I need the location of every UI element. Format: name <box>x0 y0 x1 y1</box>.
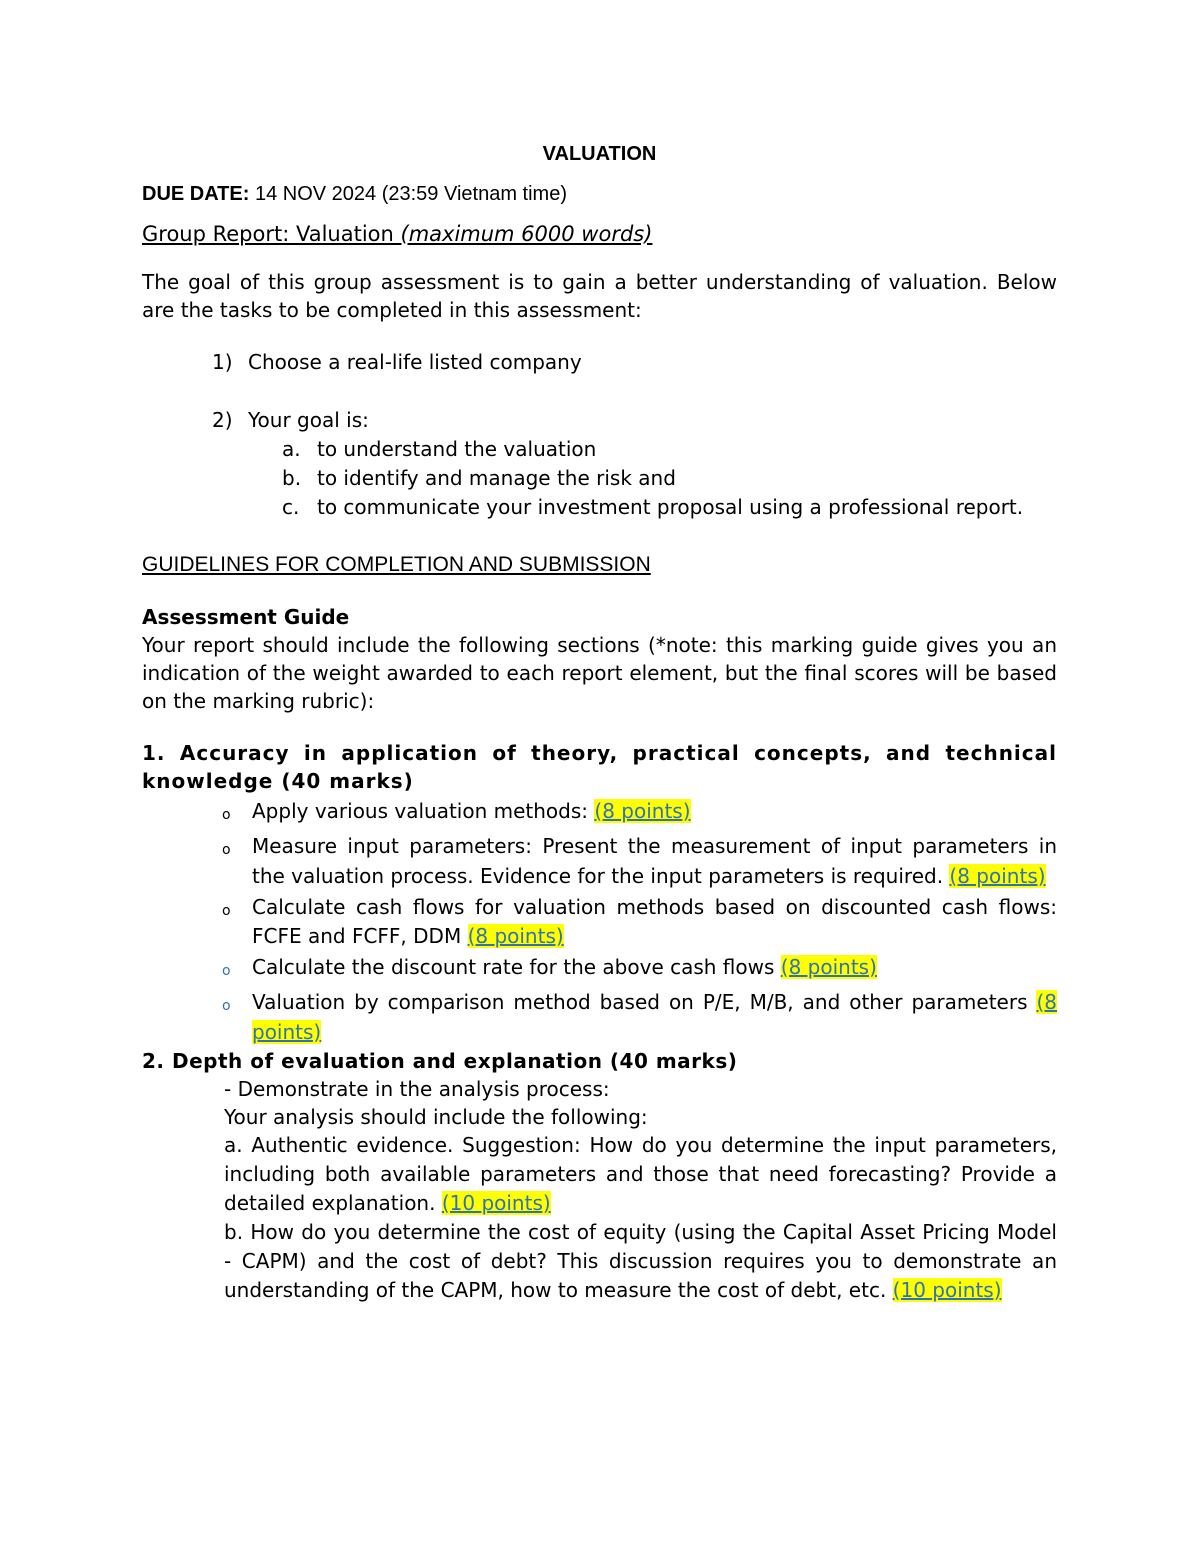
task-text: Your goal is: <box>248 408 369 432</box>
points-link[interactable]: (8 points) <box>949 864 1046 888</box>
assessment-guide-text: Your report should include the following sections (*note: this marking guide gives you an indication of the weight awarded to each report element, but the final scores will be based on the marking rubric): <box>142 633 1057 713</box>
criterion-item-text-wrap <box>252 831 1057 891</box>
criterion-2-line: - Demonstrate in the analysis process: <box>224 1077 610 1101</box>
circle-bullet-icon: o <box>222 842 231 858</box>
criterion-item-text: Calculate cash flows for valuation methods based on discounted cash flows: FCFE and FCFF, DDM <box>252 895 1057 948</box>
task-number: 1) <box>212 350 233 374</box>
goal-letter: c. <box>282 495 300 519</box>
criterion-item <box>222 953 1057 985</box>
goal-text: to communicate your investment proposal using a professional report. <box>317 495 1024 519</box>
criterion-2-item-a <box>224 1131 1057 1218</box>
group-report-word-limit: (maximum 6000 words) <box>400 222 653 246</box>
criterion-item-text: Calculate the discount rate for the above cash flows <box>252 955 781 979</box>
goal-letter: b. <box>282 466 302 490</box>
criterion-item <box>222 797 1057 829</box>
circle-bullet-icon: o <box>222 903 231 919</box>
criterion-2-item-b-text: b. How do you determine the cost of equity (using the Capital Asset Pricing Model - CAPM) and the cost of debt? This discussion requires you to demonstrate an understanding of the CAPM, how to measure the cost of debt, etc. <box>224 1220 1057 1302</box>
criterion-item-text: Measure input parameters: Present the measurement of input parameters in the valuation process. Evidence for the input parameters is required. <box>252 834 1057 888</box>
due-date-label: DUE DATE: <box>142 183 250 205</box>
intro-paragraph: The goal of this group assessment is to gain a better understanding of valuation. Below are the tasks to be completed in this assessment: <box>142 270 1057 322</box>
group-report-prefix: Group Report: Valuation <box>142 222 401 246</box>
criterion-2-item-a-text: a. Authentic evidence. Suggestion: How do you determine the input parameters, including both available parameters and those that need forecasting? Provide a detailed explanation. <box>224 1133 1057 1215</box>
goal-letter: a. <box>282 437 301 461</box>
points-link[interactable]: (10 points) <box>441 1191 551 1215</box>
criterion-item-text: Apply various valuation methods: <box>252 799 595 823</box>
circle-bullet-icon: o <box>222 998 231 1014</box>
task-list <box>142 348 1057 434</box>
task-item <box>212 348 1057 376</box>
criterion-item <box>222 893 1057 951</box>
criterion-2-item-b <box>224 1218 1057 1305</box>
criterion-item <box>222 831 1057 891</box>
circle-bullet-icon: o <box>222 963 231 979</box>
criterion-2-line: Your analysis should include the following: <box>224 1105 648 1129</box>
assessment-guide-heading: Assessment Guide <box>142 605 350 629</box>
task-item <box>212 406 1057 434</box>
goal-item <box>282 435 1057 463</box>
due-date-value: 14 NOV 2024 (23:59 Vietnam time) <box>254 183 567 205</box>
guidelines-heading: GUIDELINES FOR COMPLETION AND SUBMISSION <box>142 553 651 576</box>
document-content <box>142 140 1057 1305</box>
task-text: Choose a real-life listed company <box>248 350 582 374</box>
goal-item <box>282 493 1057 521</box>
group-report-heading <box>142 220 1057 248</box>
due-date <box>142 180 1057 208</box>
document-title: VALUATION <box>542 143 657 165</box>
criterion-item <box>222 987 1057 1047</box>
goal-text: to identify and manage the risk and <box>317 466 676 490</box>
goal-item <box>282 464 1057 492</box>
points-link[interactable]: (8 points) <box>594 799 691 823</box>
criterion-2-heading: 2. Depth of evaluation and explanation (40 marks) <box>142 1049 738 1073</box>
circle-bullet-icon: o <box>222 807 231 823</box>
points-link[interactable]: (8 points) <box>252 990 1057 1044</box>
points-link[interactable]: (8 points) <box>467 924 564 948</box>
criterion-1-list <box>142 797 1057 1047</box>
points-link[interactable]: (8 points) <box>780 955 877 979</box>
goal-text: to understand the valuation <box>317 437 597 461</box>
criterion-item-text-wrap <box>252 797 1057 829</box>
criterion-1-heading: 1. Accuracy in application of theory, practical concepts, and technical knowledge (40 marks) <box>142 741 1057 793</box>
criterion-item-text-wrap <box>252 953 1057 985</box>
goal-list <box>142 435 1057 521</box>
criterion-item-text-wrap <box>252 987 1057 1047</box>
criterion-item-text-wrap <box>252 893 1057 951</box>
points-link[interactable]: (10 points) <box>892 1278 1002 1302</box>
criterion-2-body <box>142 1075 1057 1305</box>
task-number: 2) <box>212 408 233 432</box>
criterion-item-text: Valuation by comparison method based on P/E, M/B, and other parameters <box>252 990 1037 1014</box>
